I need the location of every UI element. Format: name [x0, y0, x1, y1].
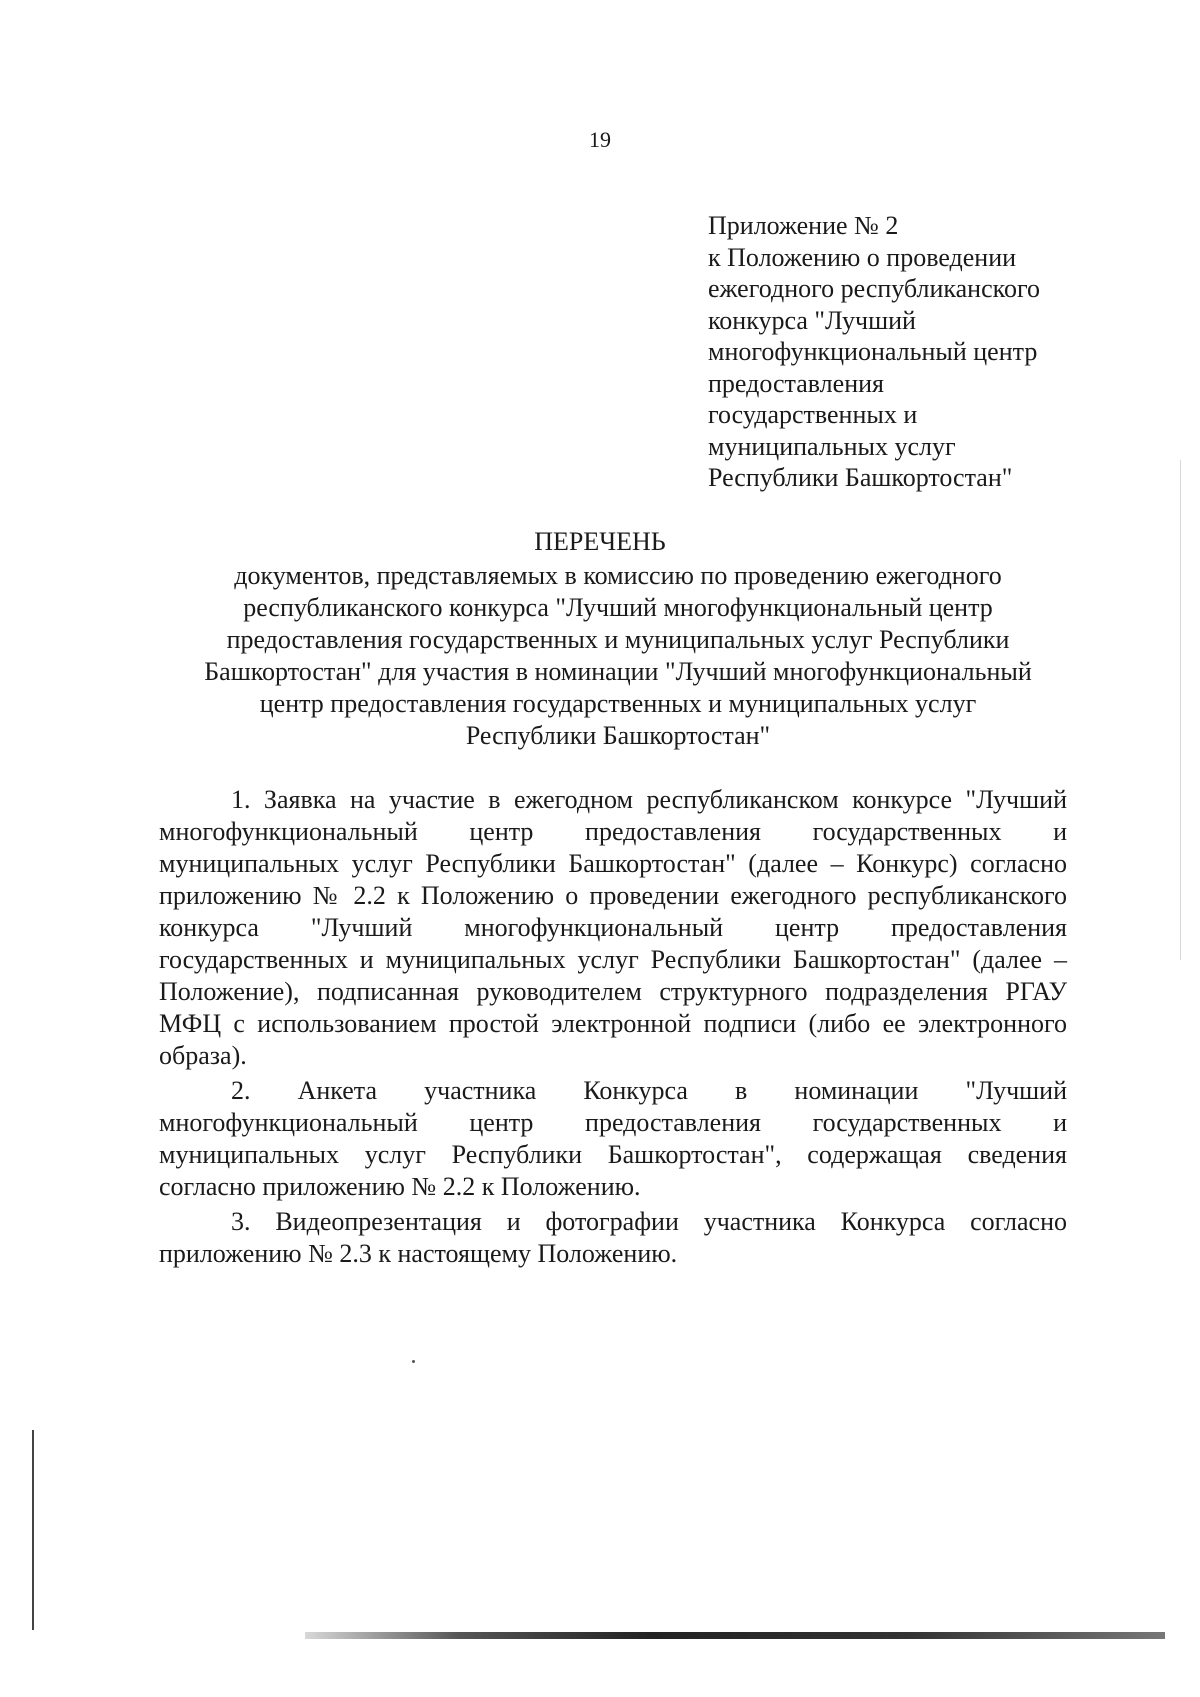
list-item-2: 2. Анкета участника Конкурса в номинации "Лучший многофункциональный центр предоставления государственных и муниципальных услуг Республики Башкортостан", содержащая сведения согласно приложению № 2.2 к Положению. — [159, 1076, 1067, 1201]
appendix-line: конкурса "Лучший — [708, 305, 916, 335]
subtitle-line: республиканского конкурса "Лучший многофункциональный центр — [243, 593, 993, 622]
appendix-line: Приложение № 2 — [708, 211, 899, 240]
document-subtitle — [148, 560, 1088, 752]
appendix-line: к Положению о проведении — [708, 242, 1017, 272]
appendix-line: ежегодного республиканского — [708, 274, 1040, 303]
scan-bottom-edge — [305, 1632, 1165, 1639]
appendix-line: государственных и — [708, 400, 918, 429]
document-body — [159, 784, 1067, 1270]
subtitle-line: документов, представляемых в комиссию по проведению ежегодного — [234, 561, 1002, 590]
subtitle-line: Башкортостан" для участия в номинации "Лучший многофункциональный — [204, 657, 1032, 686]
scan-speck — [412, 1360, 415, 1363]
appendix-line: Республики Башкортостан" — [708, 463, 1013, 492]
appendix-line: муниципальных услуг — [708, 431, 956, 461]
subtitle-line: центр предоставления государственных и муниципальных услуг — [259, 689, 977, 718]
list-item-3: 3. Видеопрезентация и фотографии участника Конкурса согласно приложению № 2.3 к настоящему Положению. — [159, 1207, 1067, 1268]
appendix-line: многофункциональный центр — [708, 337, 1038, 366]
subtitle-line: предоставления государственных и муниципальных услуг Республики — [226, 625, 1010, 654]
appendix-header — [708, 210, 1128, 494]
scan-margin-mark — [1180, 460, 1181, 960]
scan-margin-mark-left — [32, 1430, 34, 1630]
page-number: 19 — [589, 127, 611, 152]
subtitle-line: Республики Башкортостан" — [465, 721, 771, 750]
appendix-line: предоставления — [708, 368, 884, 398]
list-item-1: 1. Заявка на участие в ежегодном республиканском конкурсе "Лучший многофункциональный центр предоставления государственных и муниципальных услуг Республики Башкортостан" (далее – Конкурс) согласно приложению № 2.2 к Положению о проведении ежегодного республиканского конкурса "Лучший многофункциональный центр предоставления государственных и муниципальных услуг Республики Башкортостан" (далее – Положение), подписанная руководителем структурного подразделения РГАУ МФЦ с использованием простой электронной подписи (либо ее электронного образа). — [159, 785, 1067, 1070]
document-title: ПЕРЕЧЕНЬ — [534, 527, 666, 556]
